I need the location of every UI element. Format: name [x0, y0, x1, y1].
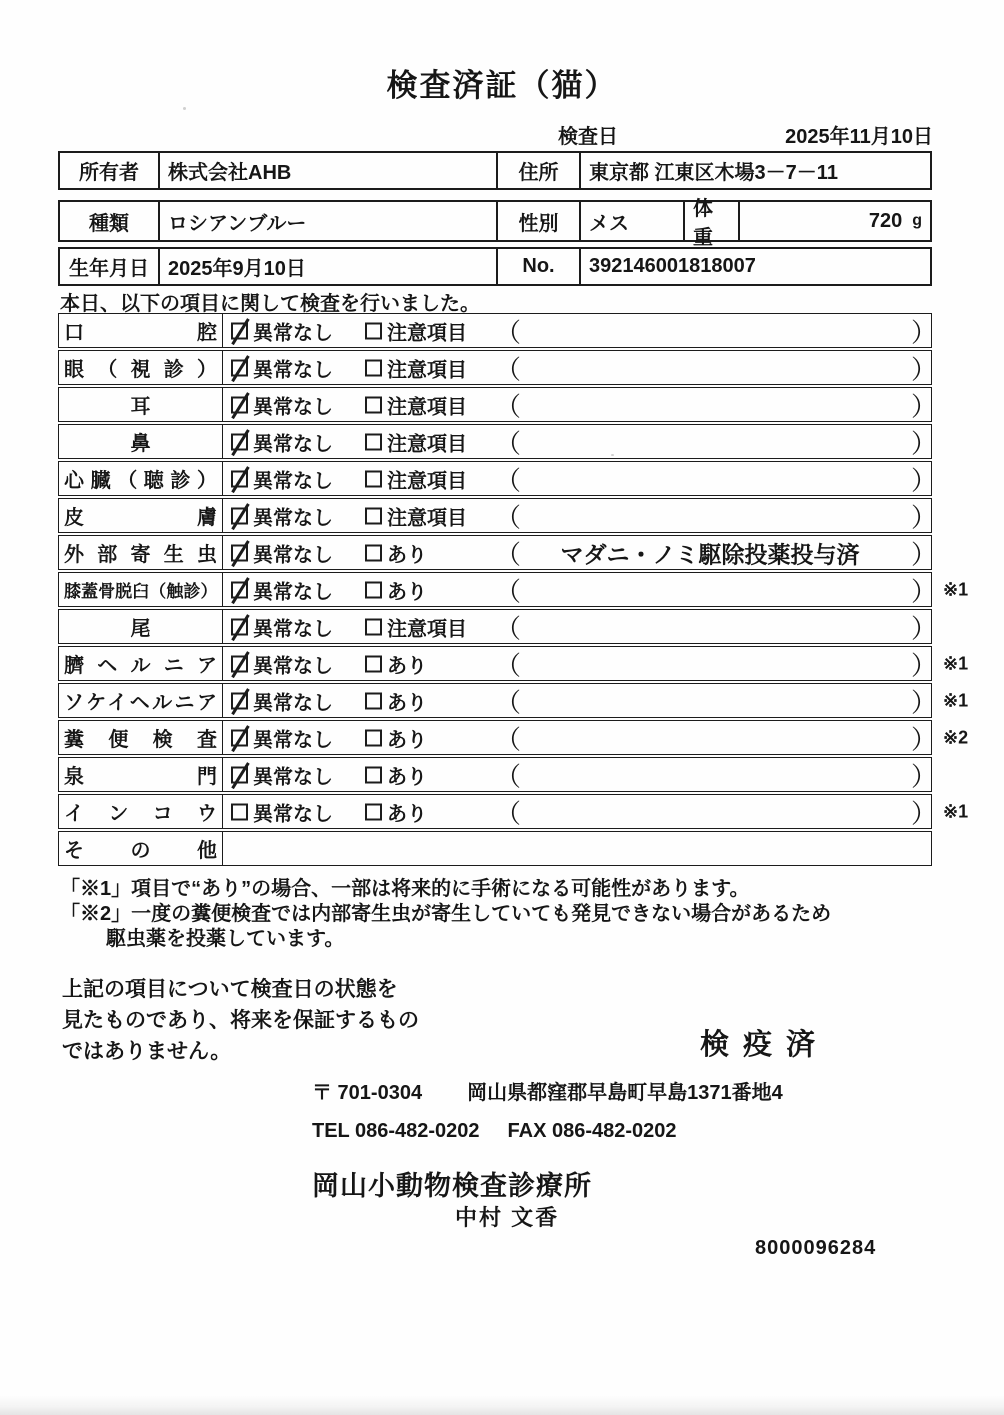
- exam-row-options: [223, 388, 938, 421]
- intro-text: 本日、以下の項目に関して検査を行いました。: [60, 293, 480, 315]
- paren-close: ）: [911, 761, 938, 791]
- footnote-mark: ※1: [943, 653, 969, 673]
- paren-close: ）: [911, 317, 938, 347]
- footnote-2-line2: 駆虫薬を投薬しています。: [106, 928, 345, 950]
- checkbox-attention: [365, 803, 382, 820]
- footnotes: [60, 877, 831, 952]
- exam-item-label: 眼（視診）: [64, 359, 217, 381]
- disclaimer-text: [62, 974, 419, 1067]
- breed-label: 種類: [60, 202, 160, 240]
- exam-row-options: [223, 573, 938, 606]
- checkbox-attention: [365, 322, 382, 339]
- footnote-mark: ※1: [943, 690, 969, 710]
- paren-open: （: [495, 502, 522, 532]
- exam-row: [58, 350, 938, 385]
- label-no-abnormality: 異常なし: [253, 766, 333, 788]
- sex-label: 性別: [496, 202, 581, 240]
- exam-row-options: [223, 610, 938, 643]
- label-attention: 注意項目: [387, 322, 467, 344]
- checkbox-no-abnormality: [231, 803, 248, 820]
- paren-close: ）: [911, 798, 938, 828]
- exam-item-cell: [59, 388, 223, 421]
- label-no-abnormality: 異常なし: [253, 507, 333, 529]
- exam-item-cell: [59, 314, 223, 347]
- no-value: 392146001818007: [589, 255, 756, 277]
- weight-unit: g: [912, 212, 922, 229]
- exam-item-label: 鼻: [130, 433, 151, 455]
- exam-table: [58, 313, 969, 868]
- inspection-date-label: 検査日: [558, 126, 618, 148]
- paren-open: （: [495, 687, 522, 717]
- checkbox-attention: [365, 396, 382, 413]
- exam-item-cell: [59, 536, 223, 569]
- paren-open: （: [495, 465, 522, 495]
- label-attention: 注意項目: [387, 359, 467, 381]
- sex-value: メス: [589, 212, 629, 235]
- exam-item-cell: [59, 832, 223, 865]
- paren-close: ）: [911, 428, 938, 458]
- paren-close: ）: [911, 687, 938, 717]
- exam-row-options: [223, 351, 938, 384]
- paren-open: （: [495, 724, 522, 754]
- checkbox-attention: [365, 729, 382, 746]
- exam-row: [58, 646, 969, 681]
- exam-item-label: 尾: [130, 618, 151, 640]
- checkbox-attention: [365, 692, 382, 709]
- breed-value: ロシアンブルー: [168, 212, 307, 235]
- checkbox-no-abnormality: [231, 433, 248, 450]
- exam-item-cell: [59, 758, 223, 791]
- birthdate-label: 生年月日: [60, 249, 160, 284]
- checkbox-no-abnormality: [231, 692, 248, 709]
- checkbox-no-abnormality: [231, 544, 248, 561]
- exam-row: [58, 313, 938, 348]
- exam-row-options: [223, 684, 938, 717]
- paren-open: （: [495, 391, 522, 421]
- exam-item-label: 皮膚: [64, 507, 217, 529]
- exam-item-cell: [59, 462, 223, 495]
- paren-open: （: [495, 576, 522, 606]
- exam-item-label: 糞便検査: [64, 729, 217, 751]
- page-title: 検査済証（猫）: [386, 68, 618, 103]
- weight-label: 体重: [683, 202, 740, 240]
- exam-item-cell: [59, 795, 223, 828]
- breed-sex-weight-box: [58, 198, 932, 249]
- owner-label: 所有者: [60, 153, 160, 188]
- exam-item-cell: [59, 684, 223, 717]
- paren-open: （: [495, 650, 522, 680]
- no-label: No.: [496, 249, 581, 284]
- footnote-mark: ※2: [943, 727, 969, 747]
- birthdate-number-box: [58, 247, 932, 286]
- exam-row: [58, 794, 969, 829]
- exam-item-label: 外部寄生虫: [64, 544, 217, 566]
- paren-open: （: [495, 317, 522, 347]
- exam-row-options: [223, 795, 938, 828]
- exam-row-options: [223, 758, 938, 791]
- exam-item-label: 口腔: [64, 322, 217, 344]
- exam-row-options: [223, 536, 938, 569]
- checkbox-no-abnormality: [231, 729, 248, 746]
- scan-edge-shadow: [0, 1395, 1004, 1415]
- checkbox-no-abnormality: [231, 655, 248, 672]
- checkbox-attention: [365, 618, 382, 635]
- exam-item-label: 耳: [130, 396, 151, 418]
- scan-speck: [611, 454, 614, 456]
- paren-close: ）: [911, 354, 938, 384]
- checkbox-no-abnormality: [231, 322, 248, 339]
- paren-close: ）: [911, 539, 938, 569]
- label-no-abnormality: 異常なし: [253, 729, 333, 751]
- clinic-fax: FAX 086-482-0202: [507, 1120, 677, 1142]
- veterinarian-name: 中村 文香: [455, 1205, 560, 1230]
- paren-close: ）: [911, 724, 938, 754]
- paren-close: ）: [911, 650, 938, 680]
- paren-open: （: [495, 761, 522, 791]
- exam-item-cell: [59, 499, 223, 532]
- checkbox-no-abnormality: [231, 618, 248, 635]
- paren-close: ）: [911, 502, 938, 532]
- label-attention: あり: [387, 803, 427, 825]
- paren-close: ）: [911, 613, 938, 643]
- scan-speck: [183, 107, 186, 110]
- disclaimer-line2: 見たものであり、将来を保証するもの: [62, 1009, 419, 1032]
- exam-item-label: インコウ: [64, 803, 217, 825]
- paren-open: （: [495, 539, 522, 569]
- exam-item-label: 心臓（聴診）: [64, 470, 217, 492]
- footnote-2-line1: 「※2」一度の糞便検査では内部寄生虫が寄生していても発見できない場合があるため: [60, 903, 832, 925]
- label-no-abnormality: 異常なし: [253, 544, 333, 566]
- label-no-abnormality: 異常なし: [253, 322, 333, 344]
- exam-row: [58, 535, 938, 570]
- paren-open: （: [495, 428, 522, 458]
- exam-item-label: ソケイヘルニア: [64, 692, 217, 714]
- footnote-1: 「※1」項目で“あり”の場合、一部は将来的に手術になる可能性があります。: [60, 878, 750, 900]
- label-attention: あり: [387, 692, 427, 714]
- checkbox-no-abnormality: [231, 766, 248, 783]
- exam-item-label: 膝蓋骨脱臼（触診）: [64, 582, 217, 601]
- paren-open: （: [495, 613, 522, 643]
- label-attention: 注意項目: [387, 507, 467, 529]
- label-no-abnormality: 異常なし: [253, 470, 333, 492]
- clinic-address: 岡山県都窪郡早島町早島1371番地4: [467, 1082, 783, 1104]
- address-value: 東京都 江東区木場3－7－11: [589, 162, 838, 184]
- exam-row: [58, 572, 969, 607]
- exam-item-label: その他: [64, 840, 217, 862]
- footnote-mark: ※1: [943, 801, 969, 821]
- spacer: [422, 1076, 467, 1105]
- checkbox-no-abnormality: [231, 581, 248, 598]
- address-label: 住所: [496, 153, 581, 188]
- label-no-abnormality: 異常なし: [253, 655, 333, 677]
- checkbox-attention: [365, 433, 382, 450]
- label-no-abnormality: 異常なし: [253, 581, 333, 603]
- label-attention: あり: [387, 544, 427, 566]
- paren-close: ）: [911, 465, 938, 495]
- label-attention: あり: [387, 581, 427, 603]
- exam-item-cell: [59, 573, 223, 606]
- label-no-abnormality: 異常なし: [253, 618, 333, 640]
- footnote-mark: ※1: [943, 579, 969, 599]
- disclaimer-line1: 上記の項目について検査日の状態を: [62, 978, 398, 1001]
- exam-row-options: [223, 721, 938, 754]
- exam-row-options: [223, 647, 938, 680]
- owner-value: 株式会社AHB: [168, 162, 292, 184]
- weight-value: 720: [868, 209, 903, 232]
- exam-row: [58, 424, 938, 459]
- exam-row: [58, 461, 938, 496]
- clinic-address-line: [312, 1076, 783, 1105]
- birthdate-value: 2025年9月10日: [168, 258, 306, 280]
- exam-row: [58, 757, 938, 792]
- exam-item-cell: [59, 610, 223, 643]
- label-attention: あり: [387, 766, 427, 788]
- spacer: [480, 1120, 508, 1143]
- checkbox-attention: [365, 470, 382, 487]
- label-no-abnormality: 異常なし: [253, 433, 333, 455]
- checkbox-no-abnormality: [231, 396, 248, 413]
- clinic-tel: TEL 086-482-0202: [312, 1120, 480, 1142]
- label-no-abnormality: 異常なし: [253, 359, 333, 381]
- exam-row: [58, 831, 932, 866]
- quarantine-stamp: 検疫済: [700, 1029, 830, 1061]
- checkbox-no-abnormality: [231, 507, 248, 524]
- clinic-postal: 〒 701-0304: [312, 1082, 423, 1104]
- exam-item-cell: [59, 425, 223, 458]
- label-attention: あり: [387, 655, 427, 677]
- exam-row: [58, 387, 938, 422]
- owner-address-box: [58, 151, 932, 190]
- label-attention: 注意項目: [387, 433, 467, 455]
- exam-row: [58, 609, 938, 644]
- exam-row-options: [223, 462, 938, 495]
- label-attention: 注意項目: [387, 396, 467, 418]
- inspection-date-row: [558, 120, 933, 149]
- exam-row: [58, 683, 969, 718]
- checkbox-attention: [365, 359, 382, 376]
- checkbox-attention: [365, 544, 382, 561]
- exam-row-options: [223, 425, 938, 458]
- label-attention: あり: [387, 729, 427, 751]
- serial-number: 8000096284: [755, 1237, 877, 1259]
- exam-row: [58, 720, 969, 755]
- label-no-abnormality: 異常なし: [253, 803, 333, 825]
- exam-row-options: [223, 314, 938, 347]
- disclaimer-line3: ではありません。: [62, 1040, 232, 1063]
- label-attention: 注意項目: [387, 470, 467, 492]
- exam-row-options: [223, 499, 938, 532]
- checkbox-attention: [365, 655, 382, 672]
- paren-close: ）: [911, 576, 938, 606]
- checkbox-no-abnormality: [231, 359, 248, 376]
- checkbox-attention: [365, 507, 382, 524]
- checkbox-no-abnormality: [231, 470, 248, 487]
- exam-item-cell: [59, 721, 223, 754]
- paren-close: ）: [911, 391, 938, 421]
- exam-row: [58, 498, 938, 533]
- checkbox-attention: [365, 581, 382, 598]
- paren-open: （: [495, 798, 522, 828]
- weight-value-cell: [740, 202, 930, 240]
- finding-value: マダニ・ノミ駆除投薬投与済: [560, 541, 860, 567]
- exam-item-label: 泉門: [64, 766, 217, 788]
- label-no-abnormality: 異常なし: [253, 692, 333, 714]
- checkbox-attention: [365, 766, 382, 783]
- clinic-tel-line: [312, 1120, 677, 1143]
- exam-item-cell: [59, 647, 223, 680]
- label-no-abnormality: 異常なし: [253, 396, 333, 418]
- paren-open: （: [495, 354, 522, 384]
- exam-item-label: 臍ヘルニア: [64, 655, 217, 677]
- exam-item-cell: [59, 351, 223, 384]
- clinic-name: 岡山小動物検査診療所: [312, 1171, 592, 1201]
- inspection-date-value: 2025年11月10日: [785, 126, 933, 148]
- label-attention: 注意項目: [387, 618, 467, 640]
